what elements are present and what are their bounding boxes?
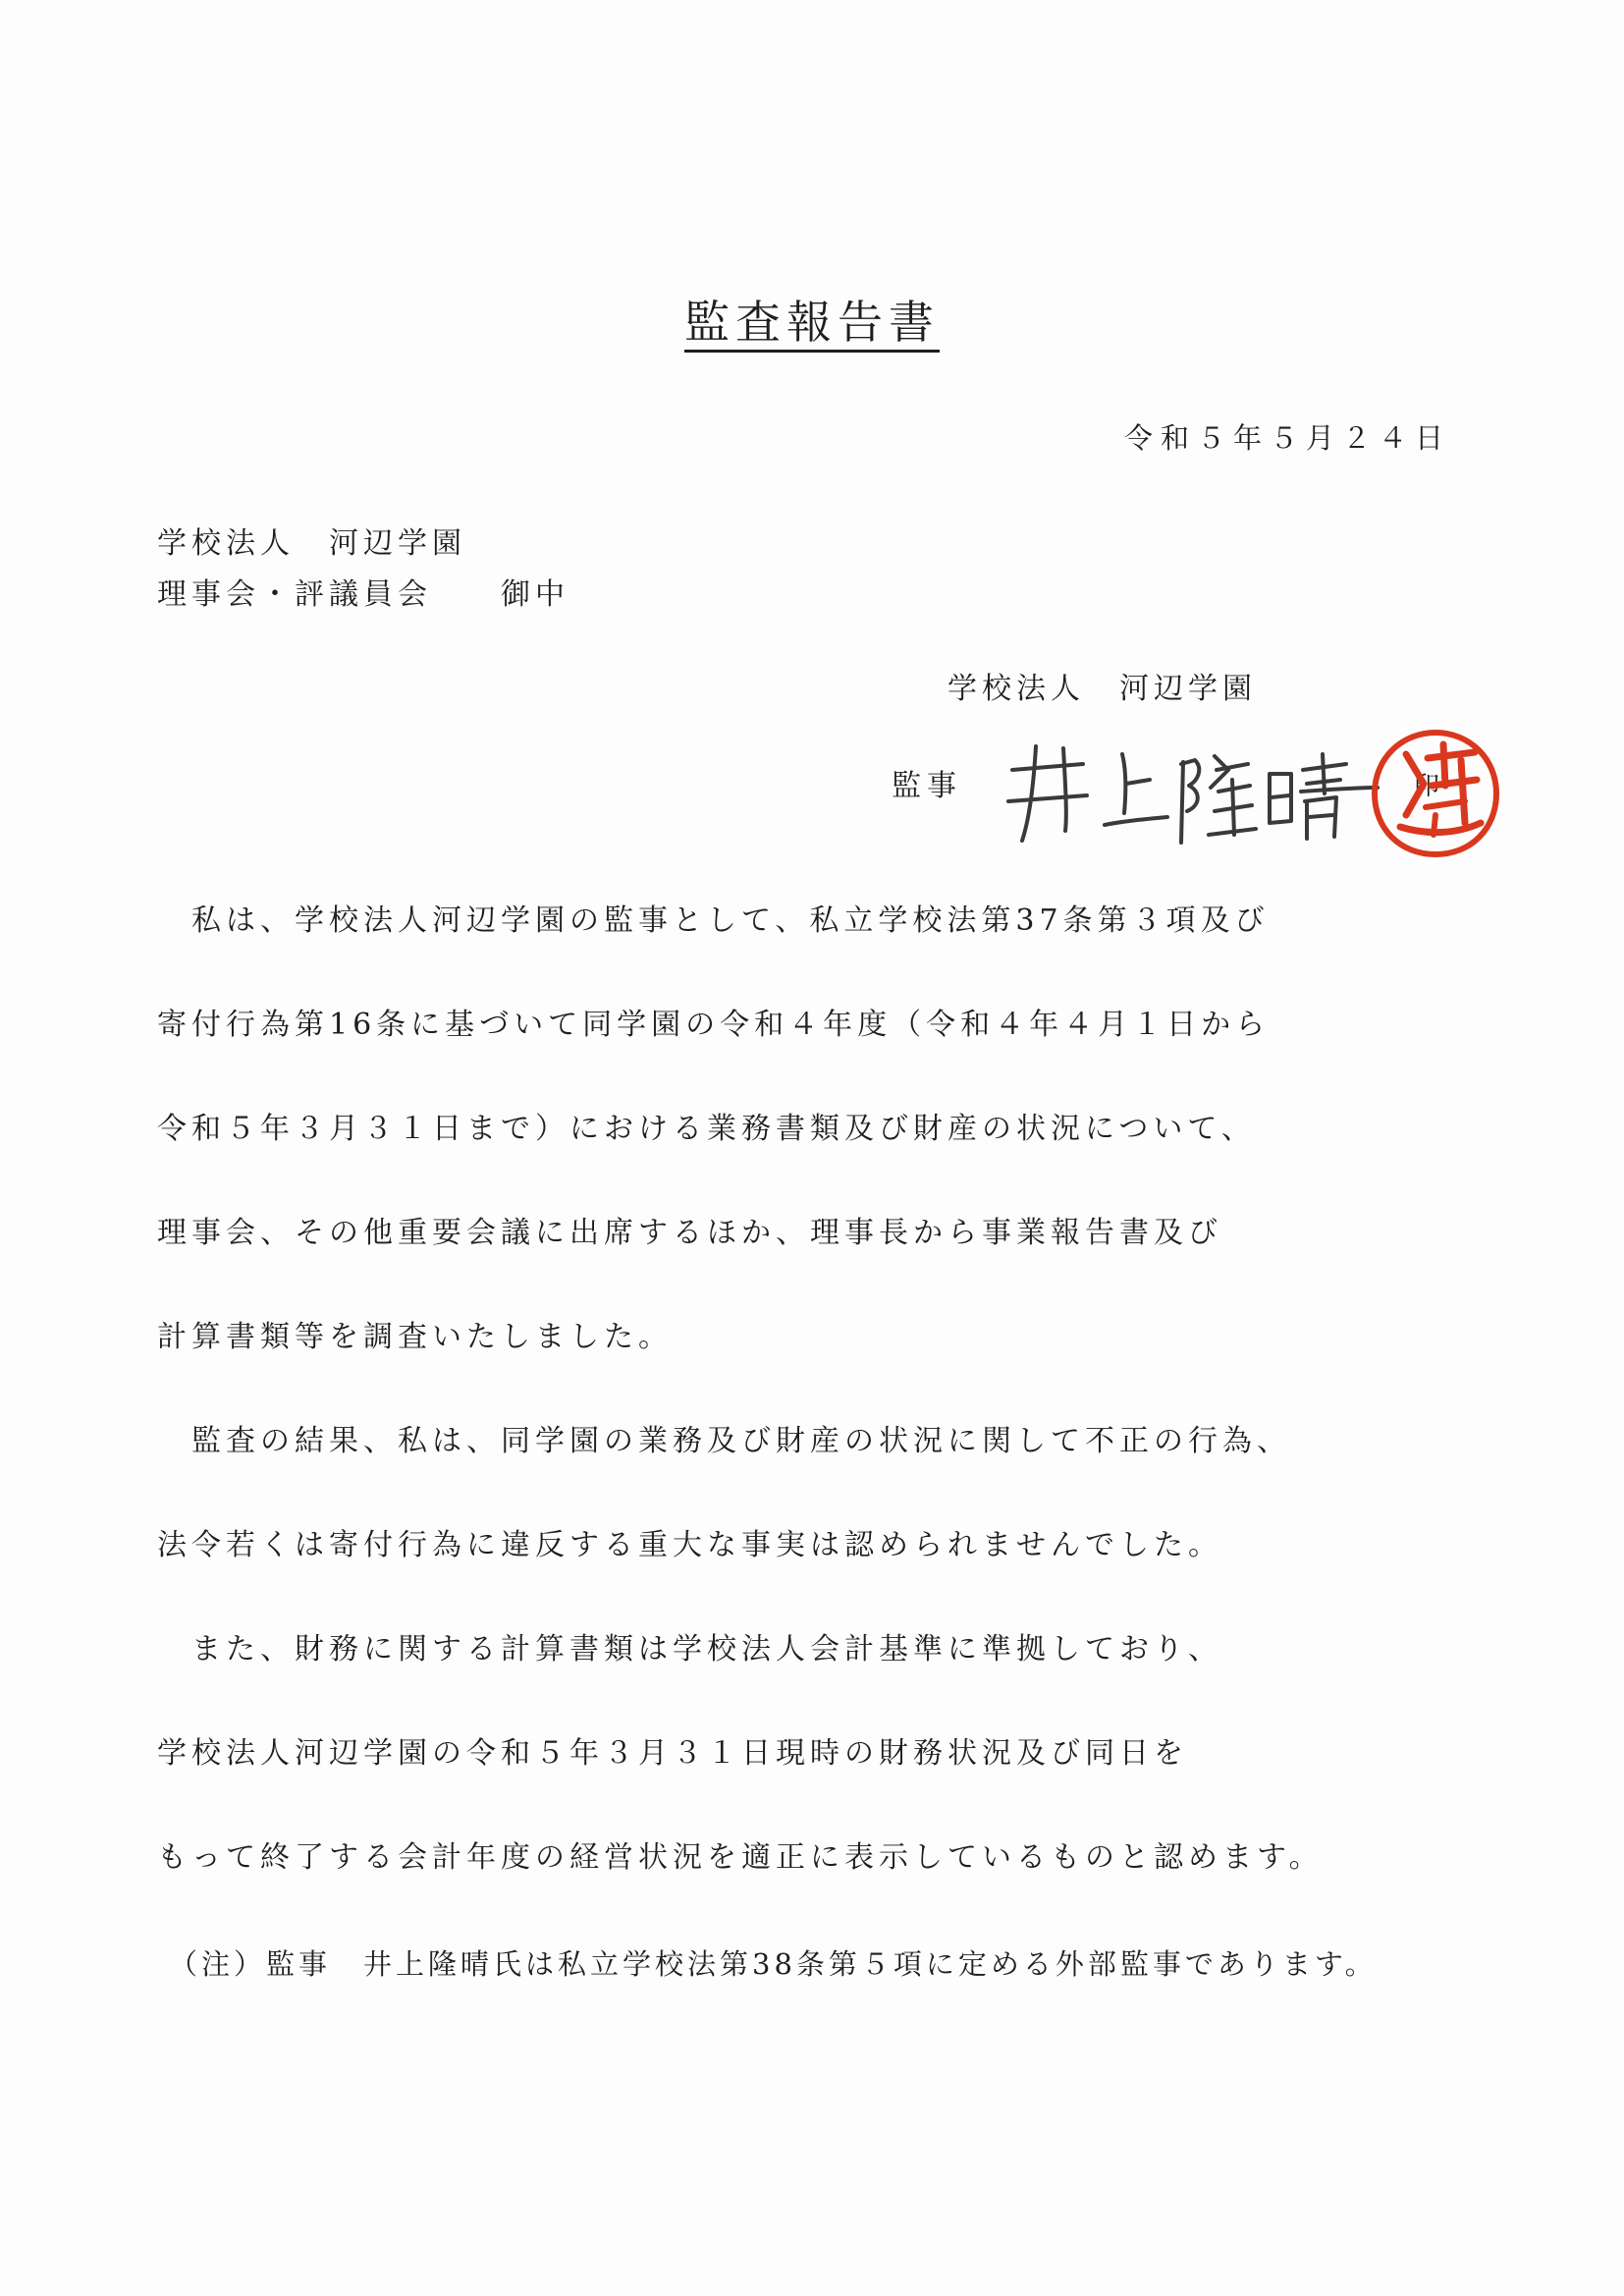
auditor-role-label: 監事	[892, 769, 962, 803]
body-line: 私は、学校法人河辺学園の監事として、私立学校法第37条第３項及び	[157, 903, 1270, 938]
body-line: 監査の結果、私は、同学園の業務及び財産の状況に関して不正の行為、	[157, 1424, 1291, 1458]
footnote: （注）監事 井上隆晴氏は私立学校法第38条第５項に定める外部監事であります。	[169, 1947, 1378, 1981]
body-line: 寄付行為第16条に基づいて同学園の令和４年度（令和４年４月１日から	[157, 1008, 1271, 1042]
body-line: 法令若くは寄付行為に違反する重大な事実は認められませんでした。	[157, 1528, 1222, 1562]
seal-mark-label: 印	[1414, 772, 1440, 801]
body-text	[157, 902, 1492, 1942]
document-title-text: 監査報告書	[684, 296, 940, 349]
document-title	[0, 287, 1624, 352]
body-line: 令和５年３月３１日まで）における業務書類及び財産の状況について、	[157, 1112, 1256, 1146]
issuer-organization: 学校法人 河辺学園	[947, 672, 1257, 706]
addressee-line-2: 理事会・評議員会 御中	[157, 577, 569, 612]
handwritten-signature	[1006, 740, 1380, 848]
body-line: また、財務に関する計算書類は学校法人会計基準に準拠しており、	[157, 1632, 1222, 1667]
body-line: 理事会、その他重要会議に出席するほか、理事長から事業報告書及び	[157, 1216, 1222, 1250]
body-line: 計算書類等を調査いたしました。	[157, 1320, 673, 1354]
body-line: 学校法人河辺学園の令和５年３月３１日現時の財務状況及び同日を	[157, 1736, 1188, 1771]
report-date: 令和５年５月２４日	[1123, 421, 1451, 455]
body-line: もって終了する会計年度の経営状況を適正に表示しているものと認めます。	[157, 1840, 1324, 1875]
red-seal-stamp	[1367, 725, 1504, 862]
addressee-line-1: 学校法人 河辺学園	[157, 526, 466, 561]
